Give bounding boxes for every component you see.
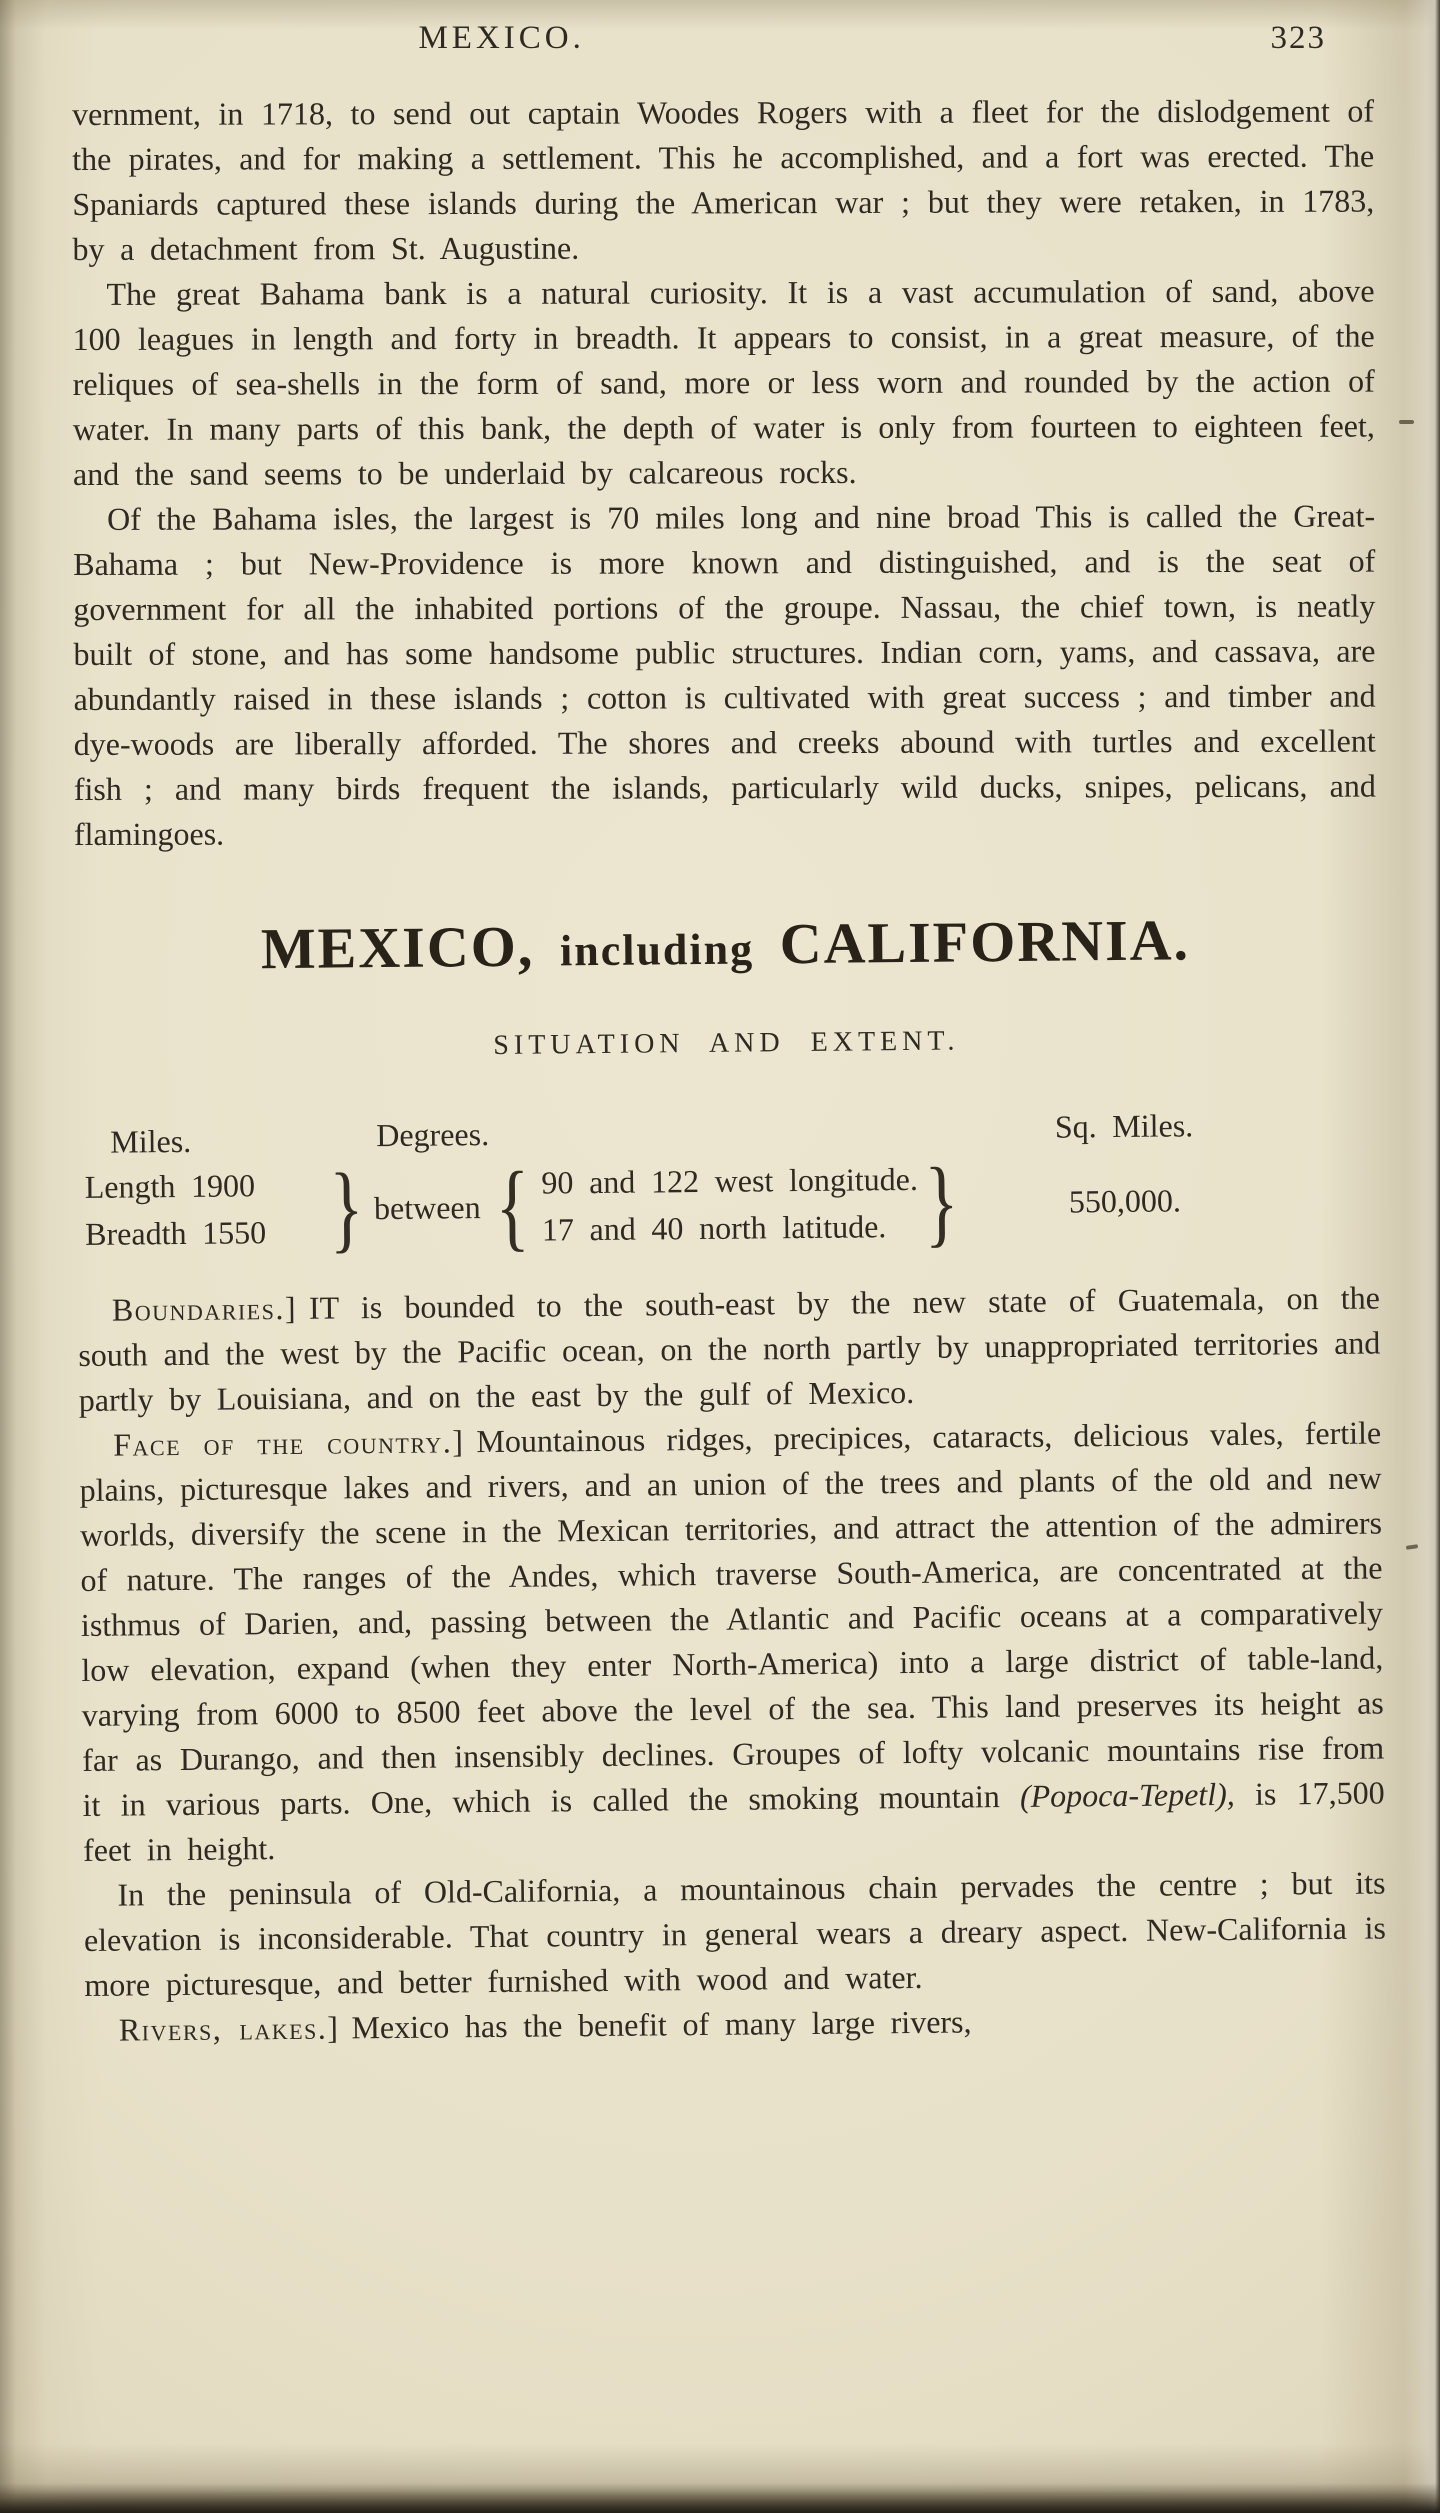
paragraph-bahama-bank: The great Bahama bank is a natural curiosity. It is a vast accumulation of sand, above 100 leagues in length and forty in breadth. It appears to consist, in a great measure, of the reliques of sea-shells in the form of sand, more or less worn and rounded by the action of water. In many parts of this bank, the depth of water is only from fourteen to eighteen feet, and the sand seems to be underlaid by calcareous rocks.: [72, 272, 1375, 492]
extent-table-row: [77, 1148, 1380, 1263]
ink-mark: [1406, 1544, 1418, 1550]
right-brace-icon: }: [329, 1154, 364, 1263]
entry-lead-boundaries: Boundaries.]: [111, 1289, 298, 1328]
paragraph-peninsula: In the peninsula of Old-California, a mountainous chain pervades the centre ; but its elevation is inconsiderable. That country in general wears a dreary aspect. New-California is more picturesque, and better furnished with wood and water.: [83, 1864, 1387, 2003]
entry-text-rivers-lakes: Mexico has the benefit of many large rivers,: [351, 2003, 972, 2046]
latitude-value: 17 and 40 north latitude.: [541, 1208, 887, 1248]
paragraph-continuation: vernment, in 1718, to send out captain Woodes Rogers with a fleet for the dislodgement of the pirates, and for making a settlement. This he accomplished, and a fort was erected. The Spaniards captured these islands during the American war ; but they were retaken, in 1783, by a detachment from St. Augustine.: [72, 92, 1375, 267]
column-header-sq-miles: Sq. Miles.: [1054, 1107, 1194, 1145]
measure-values: [85, 1162, 324, 1258]
mountain-name-italic: (Popoca-Tepetl),: [1019, 1775, 1235, 1814]
breadth-value: Breadth 1550: [85, 1214, 267, 1252]
left-brace-icon: {: [494, 1152, 530, 1261]
length-value: Length 1900: [84, 1167, 256, 1205]
extent-table: [76, 1101, 1379, 1263]
degree-values: [541, 1156, 918, 1254]
entry-text-face-of-country-end: is 17,500 feet in height.: [82, 1774, 1385, 1868]
longitude-value: 90 and 122 west longitude.: [541, 1160, 919, 1201]
paragraph-bahama-isles: Of the Bahama isles, the largest is 70 miles long and nine broad This is called the Great-Bahama ; but New-Providence is more known and distinguished, and is the seat of government for all the inhabited portions of the groupe. Nassau, the chief town, is neatly built of stone, and has some handsome public structures. Indian corn, yams, and cassava, are abundantly raised in these islands ; cotton is cultivated with great success ; and timber and dye-woods are liberally afforded. The shores and creeks abound with turtles and excellent fish ; and many birds frequent the islands, particularly wild ducks, snipes, pelicans, and flamingoes.: [73, 497, 1376, 852]
entry-lead-rivers-lakes: Rivers, lakes.]: [118, 2009, 340, 2048]
between-label: between: [373, 1188, 481, 1226]
right-brace-icon: }: [924, 1148, 960, 1257]
running-title: MEXICO.: [418, 20, 585, 56]
entry-lead-face-of-country: Face of the country.]: [113, 1423, 465, 1463]
column-header-miles: Miles.: [110, 1122, 192, 1160]
section-subheading: SITUATION AND EXTENT.: [493, 1025, 960, 1061]
entry-text-boundaries: IT is bounded to the south-east by the new state of Guatemala, on the south and the west by the Pacific ocean, on the north partly by unappropriated territories and partly by Louisiana, and on the east by the gulf of Mexico.: [78, 1279, 1381, 1418]
chapter-title-main: MEXICO,: [260, 913, 535, 982]
page-number: 323: [1270, 20, 1326, 56]
entry-text-face-of-country: Mountainous ridges, precipices, cataracts, delicious vales, fertile plains, picturesque lakes and rivers, and an union of the trees and plants of the old and new worlds, diversify the scene in the Mexican territories, and attract the attention of the admirers of nature. The ranges of the Andes, which traverse South-America, are concentrated at the isthmus of Darien, and, passing between the Atlantic and Pacific oceans at a comparatively low elevation, expand (when they enter North-America) into a large district of table-land, varying from 6000 to 8500 feet above the level of the sea. This land preserves its height as far as Durango, and then insensibly declines. Groupes of lofty volcanic mountains rise from it in various parts. One, which is called the smoking mountain: [79, 1414, 1385, 1823]
column-header-degrees: Degrees.: [376, 1116, 490, 1154]
chapter-section: [74, 904, 1387, 2052]
chapter-title: [74, 904, 1377, 980]
entry-boundaries: [78, 1275, 1381, 1422]
area-value: 550,000.: [1068, 1181, 1182, 1219]
entry-face-of-country: [79, 1410, 1385, 1872]
chapter-title-connector: including: [559, 924, 755, 976]
page-body: [72, 89, 1387, 2053]
ink-mark: [1399, 420, 1414, 424]
chapter-title-secondary: CALIFORNIA.: [779, 907, 1191, 977]
running-head: [72, 20, 1374, 68]
